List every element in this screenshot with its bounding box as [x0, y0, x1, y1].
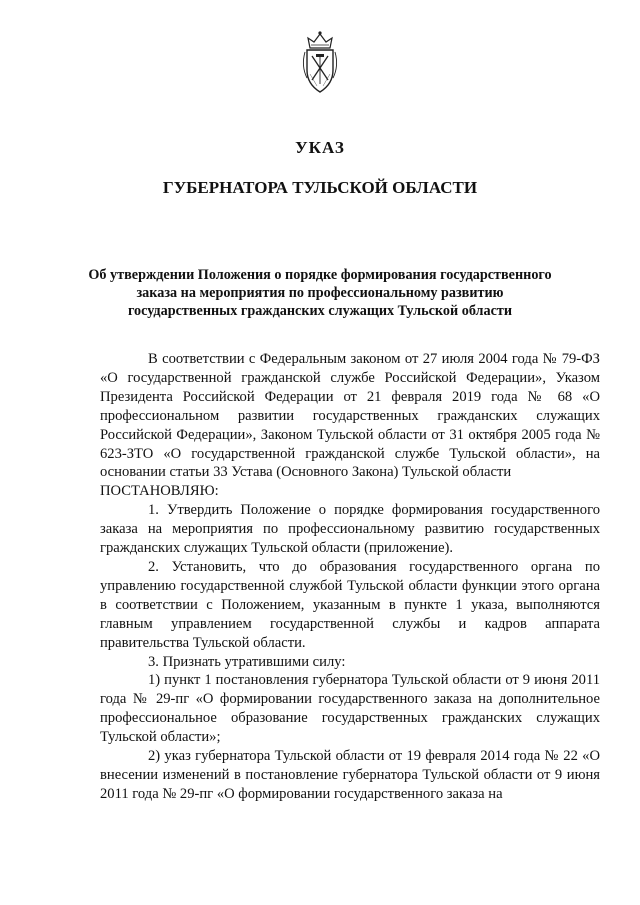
decree-word: ПОСТАНОВЛЯЮ:: [100, 483, 219, 500]
subject-line-1: Об утверждении Положения о порядке формирования государственного: [88, 267, 552, 283]
item-1-paragraph: 1. Утвердить Положение о порядке формирования государственного заказа на мероприятия по профессиональному развитию государственных гражданских служащих Тульской области (приложение).: [100, 502, 600, 557]
item-2-paragraph: 2. Установить, что до образования государственного органа по управлению государственной службой Тульской области функции этого органа в соответствии с Положением, указанным в пункте 1 указа, выполняются главным управлением государственной службы и кадров аппарата правительства Тульской области.: [100, 558, 600, 651]
coat-of-arms-emblem: [299, 30, 341, 96]
document-subject: [80, 266, 560, 320]
document-type-title: УКАЗ: [295, 138, 345, 157]
item-3-1-paragraph: 1) пункт 1 постановления губернатора Тульской области от 9 июня 2011 года № 29-пг «О формировании государственного заказа на дополнительное профессиональное образование государственных гражданских служащих Тульской области»;: [100, 672, 600, 746]
document-body: [100, 350, 600, 804]
item-3-paragraph: 3. Признать утратившими силу:: [148, 653, 346, 670]
item-3-2-paragraph: 2) указ губернатора Тульской области от 19 февраля 2014 года № 22 «О внесении изменений в постановление губернатора Тульской области от 9 июня 2011 года № 29-пг «О формировании государственного заказа на: [100, 748, 600, 802]
subject-line-3: государственных гражданских служащих Тульской области: [127, 303, 513, 319]
preamble-paragraph: В соответствии с Федеральным законом от 27 июля 2004 года № 79-ФЗ «О государственной гражданской службе Российской Федерации», Указом Президента Российской Федерации от 21 февраля 2019 года № 68 «О профессиональном развитии государственных гражданских служащих Российской Федерации», Законом Тульской области от 31 октября 2005 года № 623-ЗТО «О государственной гражданской службе Тульской области», на основании статьи 33 Устава (Основного Закона) Тульской области: [100, 351, 600, 481]
issuer-title: ГУБЕРНАТОРА ТУЛЬСКОЙ ОБЛАСТИ: [162, 178, 478, 197]
subject-line-2: заказа на мероприятия по профессиональному развитию: [136, 285, 504, 301]
